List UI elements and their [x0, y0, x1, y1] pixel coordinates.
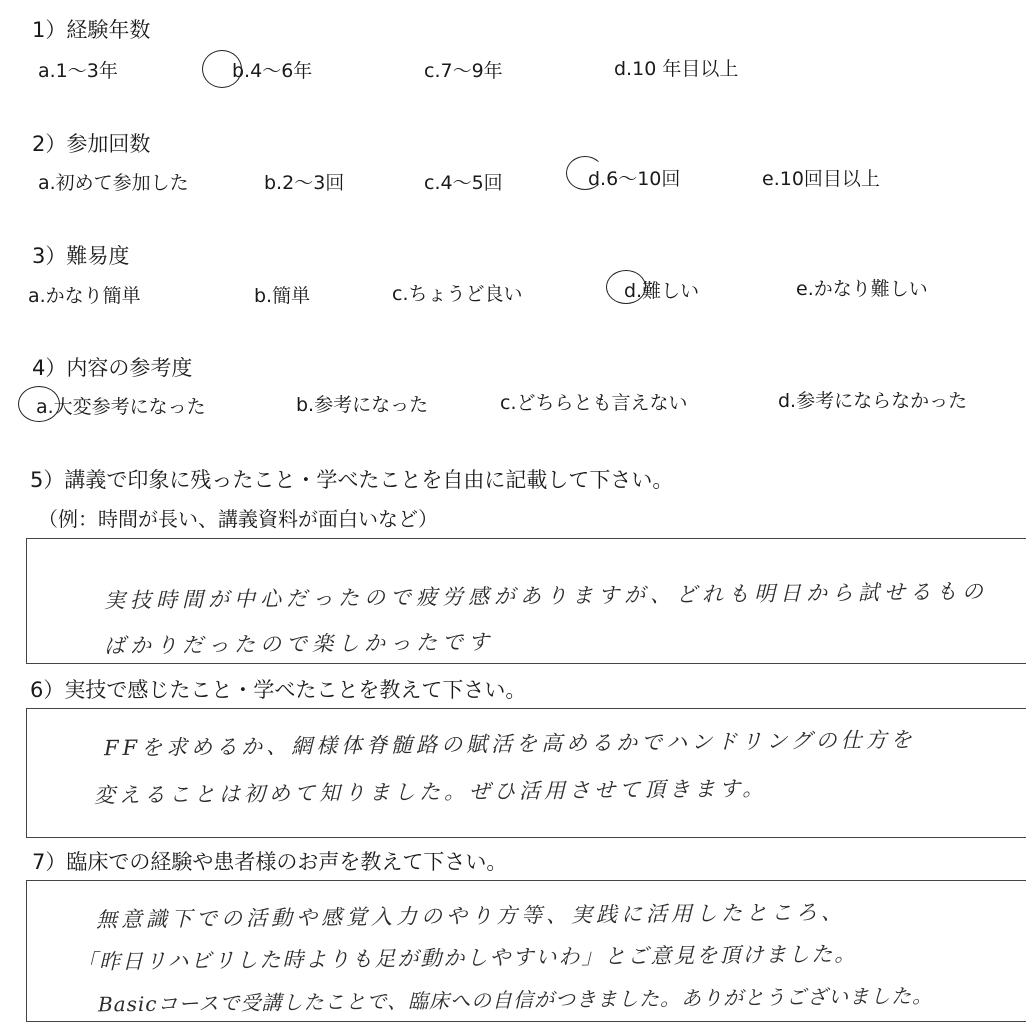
q2-option-d[interactable]: d.6～10回 [588, 168, 681, 190]
q7-answer-line-3: Basicコースで受講したことで、臨床への自信がつきました。ありがとうございました。 [97, 983, 934, 1017]
q5-answer-line-1: 実技時間が中心だったので疲労感がありますが、どれも明日から試せるもの [103, 579, 989, 613]
q3-option-b[interactable]: b.簡単 [254, 285, 311, 307]
q6-answer-line-1: FFを求めるか、網様体脊髄路の賦活を高めるかでハンドリングの仕方を [103, 727, 916, 761]
q3-option-e[interactable]: e.かなり難しい [796, 278, 928, 300]
q5-title: 5）講義で印象に残ったこと・学べたことを自由に記載して下さい。 [30, 468, 674, 492]
q4-option-c[interactable]: c.どちらとも言えない [500, 392, 688, 414]
q2-option-a[interactable]: a.初めて参加した [38, 172, 189, 194]
q3-option-c[interactable]: c.ちょうど良い [392, 283, 523, 305]
q1-title: 1）経験年数 [32, 18, 151, 42]
q1-option-c[interactable]: c.7～9年 [424, 60, 503, 82]
q1-option-d[interactable]: d.10 年目以上 [614, 58, 739, 80]
q2-option-b[interactable]: b.2～3回 [264, 172, 345, 194]
q1-option-b[interactable]: b.4～6年 [232, 60, 313, 82]
q5-example: （例：時間が長い、講義資料が面白いなど） [38, 507, 438, 531]
q1-selected-circle [202, 50, 242, 88]
q3-title: 3）難易度 [32, 244, 130, 268]
q2-option-e[interactable]: e.10回目以上 [762, 168, 880, 190]
q4-option-d[interactable]: d.参考にならなかった [778, 390, 968, 412]
q7-answer-line-2: 「昨日リハビリした時よりも足が動かしやすいわ」とご意見を頂けました。 [75, 941, 858, 975]
q4-option-a[interactable]: a.大変参考になった [36, 396, 206, 418]
q4-title: 4）内容の参考度 [32, 356, 193, 380]
q7-title: 7）臨床での経験や患者様のお声を教えて下さい。 [32, 850, 508, 874]
q3-selected-circle [606, 270, 646, 304]
q7-answer-line-1: 無意識下での活動や感覚入力のやり方等、実践に活用したところ、 [95, 900, 847, 932]
q6-answer-line-2: 変えることは初めて知りました。ぜひ活用させて頂きます。 [93, 776, 768, 808]
q3-option-a[interactable]: a.かなり簡単 [28, 285, 141, 307]
q4-selected-circle [18, 386, 60, 422]
q5-answer-line-2: ばかりだったので楽しかったです [103, 629, 495, 659]
q4-option-b[interactable]: b.参考になった [296, 394, 429, 416]
q2-selected-circle [566, 156, 604, 190]
q6-title: 6）実技で感じたこと・学べたことを教えて下さい。 [30, 678, 527, 702]
q1-option-a[interactable]: a.1～3年 [38, 60, 118, 82]
q3-option-d[interactable]: d.難しい [624, 280, 700, 302]
q2-title: 2）参加回数 [32, 132, 151, 156]
q2-option-c[interactable]: c.4～5回 [424, 172, 503, 194]
